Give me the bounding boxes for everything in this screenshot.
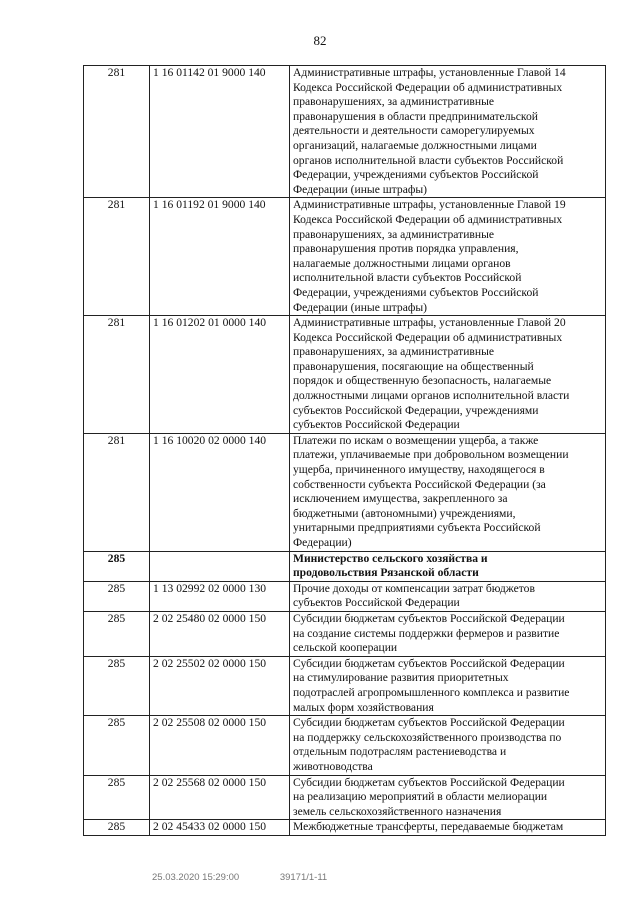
document-footer bbox=[152, 872, 327, 883]
revenue-name-line: ущерба, причиненного имуществу, находящегося в bbox=[293, 463, 545, 477]
revenue-name-line: Кодекса Российской Федерации об административных bbox=[293, 330, 563, 344]
revenue-name-line: налагаемые должностными лицами органов bbox=[293, 256, 511, 270]
table-row bbox=[84, 581, 606, 611]
revenue-code-cell: 2 02 45433 02 0000 150 bbox=[150, 820, 290, 836]
revenue-code-cell bbox=[150, 551, 290, 581]
revenue-name-cell bbox=[290, 198, 606, 316]
revenue-name-line: Субсидии бюджетам субъектов Российской Федерации bbox=[293, 716, 565, 730]
revenue-name-cell bbox=[290, 66, 606, 198]
revenue-code-table bbox=[83, 65, 606, 836]
revenue-name-line: субъектов Российской Федерации bbox=[293, 596, 460, 610]
admin-code-cell: 281 bbox=[84, 66, 150, 198]
revenue-name-cell bbox=[290, 433, 606, 551]
admin-code-cell: 281 bbox=[84, 198, 150, 316]
admin-code-cell: 285 bbox=[84, 775, 150, 820]
table-body bbox=[84, 66, 606, 836]
revenue-name-cell bbox=[290, 611, 606, 656]
revenue-code-cell: 2 02 25502 02 0000 150 bbox=[150, 656, 290, 715]
revenue-name-line: Субсидии бюджетам субъектов Российской Федерации bbox=[293, 611, 565, 625]
document-registration-id: 39171/1-11 bbox=[279, 872, 328, 883]
table-row bbox=[84, 775, 606, 820]
revenue-code-cell: 1 13 02992 02 0000 130 bbox=[150, 581, 290, 611]
revenue-name-cell bbox=[290, 581, 606, 611]
revenue-name-line: собственности субъекта Российской Федерации (за bbox=[293, 477, 546, 491]
revenue-name-line: животноводства bbox=[293, 759, 373, 773]
table-row bbox=[84, 433, 606, 551]
admin-code-cell: 285 bbox=[84, 581, 150, 611]
revenue-code-cell: 1 16 01202 01 0000 140 bbox=[150, 316, 290, 434]
table-row bbox=[84, 611, 606, 656]
revenue-name-cell bbox=[290, 316, 606, 434]
revenue-code-cell: 2 02 25568 02 0000 150 bbox=[150, 775, 290, 820]
section-header-row bbox=[84, 551, 606, 581]
revenue-name-line: порядок и общественную безопасность, налагаемые bbox=[293, 374, 552, 388]
admin-code-cell: 285 bbox=[84, 551, 150, 581]
revenue-name-line: правонарушениях, за административные bbox=[293, 95, 495, 109]
revenue-name-line: организаций, налагаемые должностными лицами bbox=[293, 138, 537, 152]
revenue-name-line: Административные штрафы, установленные Главой 14 bbox=[293, 66, 566, 79]
admin-code-cell: 285 bbox=[84, 656, 150, 715]
revenue-name-line: субъектов Российской Федерации, учреждениями bbox=[293, 403, 539, 417]
revenue-name-cell bbox=[290, 716, 606, 775]
print-timestamp: 25.03.2020 15:29:00 bbox=[152, 872, 240, 883]
revenue-code-cell: 1 16 01192 01 9000 140 bbox=[150, 198, 290, 316]
revenue-name-line: Федерации (иные штрафы) bbox=[293, 300, 427, 314]
revenue-name-line: правонарушения, посягающие на общественный bbox=[293, 359, 534, 373]
revenue-name-line: платежи, уплачиваемые при добровольном возмещении bbox=[293, 448, 569, 462]
revenue-name-line: Межбюджетные трансферты, передаваемые бюджетам bbox=[293, 820, 564, 834]
admin-code-cell: 281 bbox=[84, 316, 150, 434]
revenue-name-line: на стимулирование развития приоритетных bbox=[293, 671, 509, 685]
revenue-name-line: сельской кооперации bbox=[293, 641, 398, 655]
table-row bbox=[84, 316, 606, 434]
revenue-name-line: Федерации (иные штрафы) bbox=[293, 182, 427, 196]
revenue-name-line: малых форм хозяйствования bbox=[293, 700, 434, 714]
revenue-name-line: Субсидии бюджетам субъектов Российской Федерации bbox=[293, 656, 565, 670]
revenue-name-line: должностными лицами органов исполнительной власти bbox=[293, 389, 570, 403]
revenue-name-cell bbox=[290, 656, 606, 715]
admin-code-cell: 285 bbox=[84, 611, 150, 656]
revenue-name-line: Административные штрафы, установленные Главой 20 bbox=[293, 316, 566, 330]
revenue-name-line: субъектов Российской Федерации bbox=[293, 418, 460, 432]
revenue-name-line: деятельности и деятельности саморегулируемых bbox=[293, 124, 535, 138]
revenue-name-line: на поддержку сельскохозяйственного производства по bbox=[293, 730, 562, 744]
table-row bbox=[84, 656, 606, 715]
revenue-name-line: на создание системы поддержки фермеров и развитие bbox=[293, 626, 560, 640]
revenue-name-line: Федерации, учреждениями субъектов Российской bbox=[293, 168, 539, 182]
table-row bbox=[84, 820, 606, 836]
revenue-name-line: Платежи по искам о возмещении ущерба, а также bbox=[293, 433, 539, 447]
table-row bbox=[84, 66, 606, 198]
revenue-name-line: Кодекса Российской Федерации об административных bbox=[293, 212, 563, 226]
revenue-code-cell: 2 02 25480 02 0000 150 bbox=[150, 611, 290, 656]
revenue-name-line: Кодекса Российской Федерации об административных bbox=[293, 80, 563, 94]
revenue-name-line: на реализацию мероприятий в области мелиорации bbox=[293, 790, 548, 804]
revenue-name-line: продовольствия Рязанской области bbox=[293, 566, 479, 580]
revenue-name-cell bbox=[290, 820, 606, 836]
revenue-code-cell: 2 02 25508 02 0000 150 bbox=[150, 716, 290, 775]
revenue-name-line: Федерации) bbox=[293, 536, 352, 549]
revenue-name-line: Федерации, учреждениями субъектов Российской bbox=[293, 285, 539, 299]
revenue-name-cell bbox=[290, 551, 606, 581]
revenue-name-cell bbox=[290, 775, 606, 820]
revenue-name-line: Субсидии бюджетам субъектов Российской Федерации bbox=[293, 775, 565, 789]
table-row bbox=[84, 716, 606, 775]
revenue-code-cell: 1 16 10020 02 0000 140 bbox=[150, 433, 290, 551]
revenue-name-line: Прочие доходы от компенсации затрат бюджетов bbox=[293, 581, 535, 595]
revenue-name-line: исключением имущества, закрепленного за bbox=[293, 492, 508, 506]
revenue-name-line: правонарушениях, за административные bbox=[293, 227, 495, 241]
admin-code-cell: 285 bbox=[84, 716, 150, 775]
revenue-name-line: органов исполнительной власти субъектов Российской bbox=[293, 153, 564, 167]
revenue-name-line: правонарушениях, за административные bbox=[293, 345, 495, 359]
revenue-name-line: земель сельскохозяйственного назначения bbox=[293, 804, 502, 818]
revenue-name-line: исполнительной власти субъектов Российской bbox=[293, 271, 522, 285]
revenue-name-line: отдельным подотраслям растениеводства и bbox=[293, 745, 507, 759]
revenue-name-line: бюджетными (автономными) учреждениями, bbox=[293, 506, 516, 520]
revenue-code-cell: 1 16 01142 01 9000 140 bbox=[150, 66, 290, 198]
revenue-name-line: унитарными предприятиями субъекта Российской bbox=[293, 521, 541, 535]
revenue-name-line: Административные штрафы, установленные Главой 19 bbox=[293, 198, 566, 212]
revenue-name-line: Министерство сельского хозяйства и bbox=[293, 551, 488, 565]
revenue-name-line: подотраслей агропромышленного комплекса и развитие bbox=[293, 685, 570, 699]
revenue-name-line: правонарушения в области предпринимательской bbox=[293, 109, 538, 123]
revenue-name-line: правонарушения против порядка управления, bbox=[293, 242, 519, 256]
page-number: 82 bbox=[313, 33, 327, 48]
admin-code-cell: 281 bbox=[84, 433, 150, 551]
table-row bbox=[84, 198, 606, 316]
admin-code-cell: 285 bbox=[84, 820, 150, 836]
